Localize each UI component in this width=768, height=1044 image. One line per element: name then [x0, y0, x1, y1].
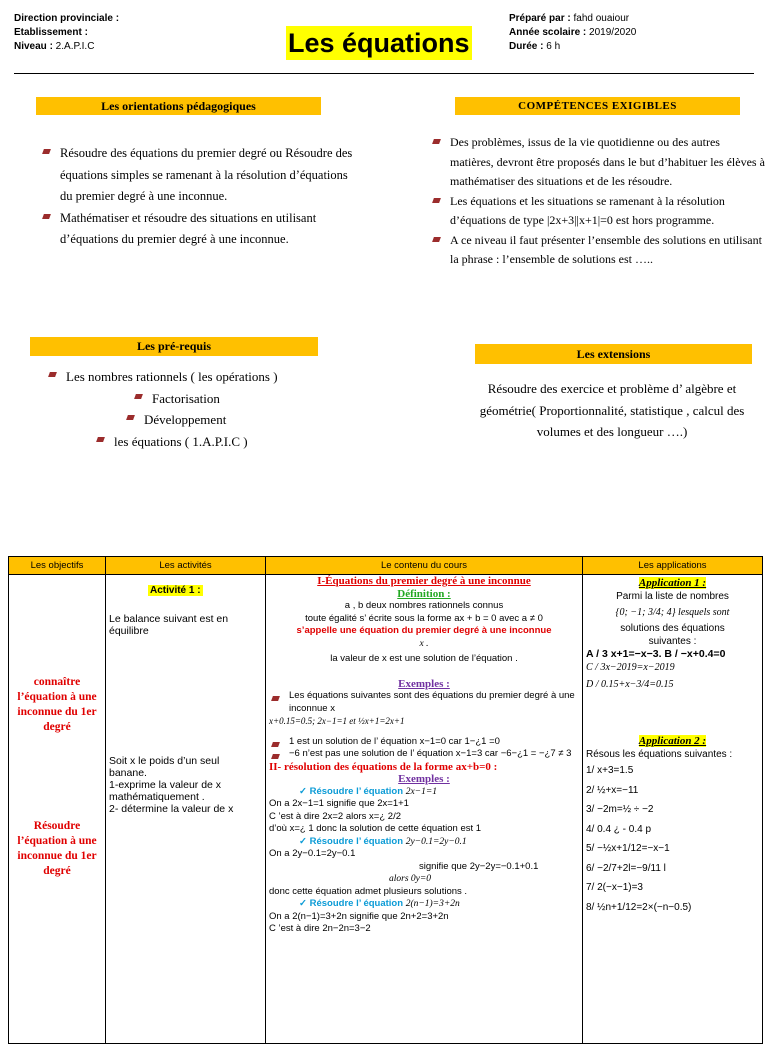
activity-line: Soit x le poids d’un seul banane.: [109, 755, 220, 779]
solve-line: signifie que 2y−2y=−0.1+0.1: [419, 860, 539, 872]
solve-line: On a 2(n−1)=3+2n signifie que 2n+2=3+2n: [269, 910, 449, 922]
definition-line: x .: [419, 638, 429, 649]
check-icon: ✓: [299, 898, 310, 909]
prerequis-title: Les pré-requis: [30, 337, 318, 356]
example-line: 1 est un solution de l’ équation x−1=0 car 1−¿1 =0: [269, 736, 579, 749]
app2-title: Application 2 :: [638, 735, 707, 747]
header-etablissement: Etablissement :: [14, 27, 88, 38]
objectives-cell: [9, 575, 106, 1044]
list-item: Factorisation: [132, 388, 350, 410]
solve-2-head: ✓ Résoudre l’ équation 2y−0.1=2y−0.1: [299, 835, 467, 847]
objective-1: connaître l’équation à une inconnue du 1er degré: [17, 676, 97, 733]
app2-item: 7/ 2(−x−1)=3: [586, 882, 643, 893]
app2-item: 3/ −2m=½ ÷ −2: [586, 804, 654, 815]
activity-intro: Le balance suivant est en équilibre: [109, 613, 229, 637]
definition-line: a , b deux nombres rationnels connus: [344, 600, 504, 611]
app1-line: {0; −1; 3/4; 4} lesquels sont: [615, 607, 730, 618]
app1-line: solutions des équations: [620, 623, 725, 634]
app1-line: Parmi la liste de nombres: [616, 591, 729, 602]
app2-item: 1/ x+3=1.5: [586, 765, 634, 776]
list-item: A ce niveau il faut présenter l’ensemble des solutions en utilisant la phrase : l’ensemble de solutions est …..: [430, 231, 765, 270]
app2-item: 4/ 0.4 ¿ - 0.4 p: [586, 823, 652, 835]
col-objectifs: Les objectifs: [9, 557, 106, 575]
course-cell: [266, 575, 583, 1044]
applications-content: [583, 577, 762, 917]
prerequis-list: [40, 366, 350, 452]
col-contenu: Le contenu du cours: [266, 557, 583, 575]
course-content: [266, 575, 582, 936]
list-item: Des problèmes, issus de la vie quotidienne ou des autres matières, devront être proposés dans le but d’habituer les élèves à mathématiser des situations et de les résoudre.: [430, 133, 765, 192]
definition-line: s’appelle une équation du premier degré à une inconnue: [296, 625, 552, 636]
app1-title: Application 1 :: [638, 577, 707, 589]
app2-item: 5/ −½x+1/12=−x−1: [586, 843, 670, 854]
course-title-1: I-Équations du premier degré à une inconnue: [317, 575, 531, 587]
solve-line: donc cette équation admet plusieurs solutions .: [269, 885, 468, 897]
course-title-2: II- résolution des équations de la forme ax+b=0 :: [269, 760, 498, 773]
solve-line: On a 2x−1=1 signifie que 2x=1+1: [269, 798, 409, 809]
competences-title: COMPÉTENCES EXIGIBLES: [455, 97, 740, 115]
header-divider: [14, 73, 754, 74]
orientations-title: Les orientations pédagogiques: [36, 97, 321, 115]
definition-title: Définition :: [397, 587, 451, 600]
list-item: Résoudre des équations du premier degré ou Résoudre des équations simples se ramenant à la résolution d’équations du premier degré à une inconnue.: [40, 143, 360, 208]
header-right: [509, 12, 636, 54]
app1-line: suivantes :: [648, 636, 697, 647]
activity-line: 2- détermine la valeur de x: [109, 803, 234, 815]
activities-cell: [106, 575, 266, 1044]
examples-title: Exemples :: [398, 677, 450, 690]
definition-line: toute égalité s’ écrite sous la forme ax + b = 0 avec a ≠ 0: [305, 612, 543, 624]
activity-title: Activité 1 :: [150, 585, 201, 596]
solve-line: On a 2y−0.1=2y−0.1: [269, 848, 356, 859]
header-year: Année scolaire : 2019/2020: [509, 27, 637, 38]
table-header-row: [9, 557, 763, 575]
examples-title-2: Exemples :: [398, 773, 450, 785]
solve-line: C ’est à dire 2n−2n=3−2: [269, 923, 371, 934]
header-direction: Direction provinciale :: [14, 13, 120, 24]
competences-list: [430, 133, 765, 270]
definition-line: la valeur de x est une solution de l’équation .: [330, 653, 518, 664]
activity-body: [109, 755, 259, 815]
solve-line: d’où x=¿ 1 donc la solution de cette équation est 1: [269, 823, 482, 834]
app1-line: A / 3 x+1=−x−3. B / −x+0.4=0: [586, 648, 726, 660]
solve-1-head: ✓ Résoudre l’ équation 2x−1=1: [299, 785, 437, 797]
list-item: les équations ( 1.A.P.I.C ): [94, 431, 350, 453]
orientations-list: [40, 143, 360, 251]
check-icon: ✓: [299, 835, 310, 847]
header-left: [14, 12, 119, 54]
list-item: Les nombres rationnels ( les opérations ): [46, 366, 350, 388]
activity-line: 1-exprime la valeur de x mathématiquement .: [109, 779, 222, 803]
example-line: −6 n’est pas une solution de l’ équation x−1=3 car −6−¿1 = −¿7 ≠ 3: [269, 748, 579, 761]
header-niveau: Niveau : 2.A.P.I.C: [14, 41, 95, 52]
solve-3-head: ✓ Résoudre l’ équation 2(n−1)=3+2n: [299, 898, 460, 909]
applications-cell: [583, 575, 763, 1044]
solve-line: C ’est à dire 2x=2 alors x=¿ 2/2: [269, 810, 402, 822]
list-item: Développement: [124, 409, 350, 431]
list-item: Les équations et les situations se ramenant à la résolution d’équations de type |2x+3||x+1|=0 est hors programme.: [430, 192, 765, 231]
col-applications: Les applications: [583, 557, 763, 575]
app2-intro: Résous les équations suivantes :: [586, 749, 733, 760]
table-row: [9, 575, 763, 1044]
lesson-table: [8, 556, 763, 1044]
col-activites: Les activités: [106, 557, 266, 575]
extensions-title: Les extensions: [475, 344, 752, 364]
header-author: Préparé par : fahd ouaiour: [509, 13, 630, 24]
app2-item: 2/ ½+x=−11: [586, 784, 639, 796]
extensions-text: Résoudre des exercice et problème d’ algèbre et géométrie( Proportionnalité, statistique , calcul des volumes et des longueur ….): [479, 381, 745, 439]
objective-2: Résoudre l’équation à une inconnue du 1er degré: [17, 820, 97, 877]
app1-line: D / 0.15+x−3/4=0.15: [586, 679, 674, 690]
app1-line: C / 3x−2019=x−2019: [586, 662, 675, 673]
solve-line: alors 0y=0: [389, 874, 432, 884]
check-icon: ✓: [299, 785, 310, 797]
list-item: Mathématiser et résoudre des situations en utilisant d’équations du premier degré à une inconnue.: [40, 208, 360, 251]
app2-item: 8/ ½n+1/12=2×(−n−0.5): [586, 901, 692, 913]
example-line: x+0.15=0.5; 2x−1=1 et ½x+1=2x+1: [269, 716, 405, 726]
example-line: Les équations suivantes sont des équations du premier degré à une inconnue x: [269, 690, 579, 715]
header-duration: Durée : 6 h: [509, 41, 561, 52]
app2-item: 6/ −2/7+2l=−9/11 l: [586, 862, 666, 874]
page-title: Les équations: [288, 28, 470, 58]
